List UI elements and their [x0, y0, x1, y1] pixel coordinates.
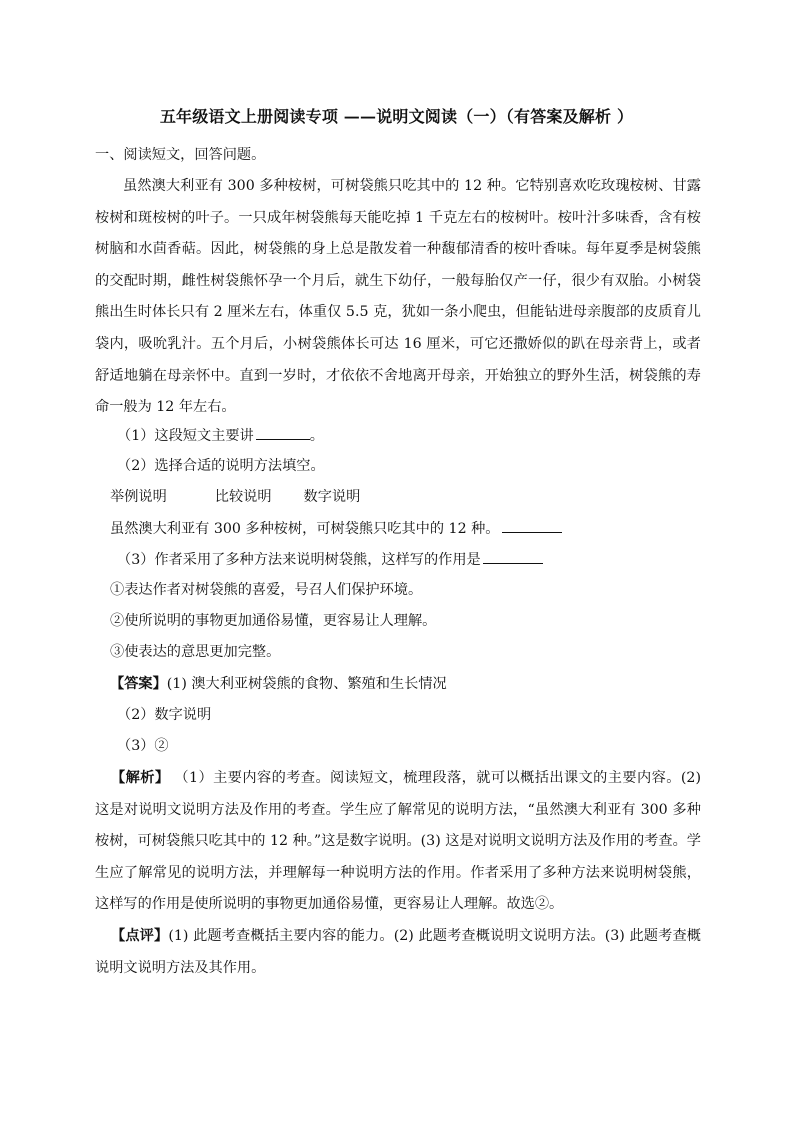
- choice-3: ③使表达的意思更加完整。: [110, 644, 281, 660]
- choice-1: ①表达作者对树袋熊的喜爱，号召人们保护环境。: [110, 582, 423, 598]
- question-3: [117, 550, 543, 569]
- answer-2: （2）数字说明: [117, 707, 212, 723]
- question-2: （2）选择合适的说明方法填空。: [117, 458, 325, 474]
- answer-block: [110, 675, 447, 693]
- question-3-text: （3）作者采用了多种方法来说明树袋熊，这样写的作用是: [117, 552, 481, 568]
- question-1: [117, 426, 324, 445]
- analysis-label: 【解析】: [111, 770, 170, 786]
- answer-blank-2[interactable]: [502, 519, 562, 533]
- answer-label: 【答案】: [110, 676, 167, 692]
- analysis-text: （1）主要内容的考查。阅读短文，梳理段落，就可以概括出课文的主要内容。(2) 这是对说明文说明方法及作用的考查。学生应了解常见的说明方法，“虽然澳大利亚有 300 多种桉树，可树袋熊只吃其中的 12 种。”这是数字说明。(3) 这是对说明文说明方法及作用的考查。学生应了解常见的说明方法，并理解每一种说明方法的作用。作者采用了多种方法来说明树袋熊，这样写的作用是使所说明的事物更加通俗易懂，更容易让人理解。故选②。: [95, 770, 701, 913]
- section-heading: 一、阅读短文，回答问题。: [95, 147, 266, 163]
- option-comparison: 比较说明: [214, 489, 272, 505]
- question-2-sentence-text: 虽然澳大利亚有 300 多种桉树，可树袋熊只吃其中的 12 种。: [110, 521, 500, 537]
- comment-label: 【点评】: [111, 928, 169, 944]
- page-title: 五年级语文上册阅读专项 ——说明文阅读（一）（有答案及解析 ）: [159, 107, 634, 126]
- question-1-end: 。: [309, 428, 324, 444]
- answer-3: （3）②: [117, 738, 169, 754]
- option-example: 举例说明: [110, 489, 167, 505]
- question-2-options: [110, 488, 360, 506]
- answer-1: (1) 澳大利亚树袋熊的食物、繁殖和生长情况: [166, 676, 447, 692]
- comment-text: (1) 此题考查概括主要内容的能力。(2) 此题考查概说明文说明方法。(3) 此题考查概说明文说明方法及其作用。: [95, 928, 701, 976]
- option-numbers: 数字说明: [303, 489, 361, 505]
- answer-blank-3[interactable]: [483, 550, 543, 564]
- analysis-paragraph: [95, 763, 701, 921]
- choice-2: ②使所说明的事物更加通俗易懂，更容易让人理解。: [110, 613, 437, 629]
- question-1-text: （1）这段短文主要讲: [117, 428, 254, 444]
- answer-blank-1[interactable]: [256, 426, 310, 440]
- passage-paragraph: 虽然澳大利亚有 300 多种桉树，可树袋熊只吃其中的 12 种。它特别喜欢吃玫瑰桉树、甘露桉树和斑桉树的叶子。一只成年树袋熊每天能吃掉 1 千克左右的桉树叶。桉叶汁多味香，含有桉树脑和水茴香萜。因此，树袋熊的身上总是散发着一种馥郁清香的桉叶香味。每年夏季是树袋熊的交配时期，雌性树袋熊怀孕一个月后，就生下幼仔，一般每胎仅产一仔，很少有双胎。小树袋熊出生时体长只有 2 厘米左右，体重仅 5.5 克，犹如一条小爬虫，但能钻进母亲腹部的皮质育儿袋内，吸吮乳汁。五个月后，小树袋熊体长可达 16 厘米，可它还撒娇似的趴在母亲背上，或者舒适地躺在母亲怀中。直到一岁时，才依依不舍地离开母亲，开始独立的野外生活，树袋熊的寿命一般为 12 年左右。: [95, 178, 701, 416]
- comment-paragraph: [95, 921, 701, 984]
- question-2-sentence: [110, 519, 562, 538]
